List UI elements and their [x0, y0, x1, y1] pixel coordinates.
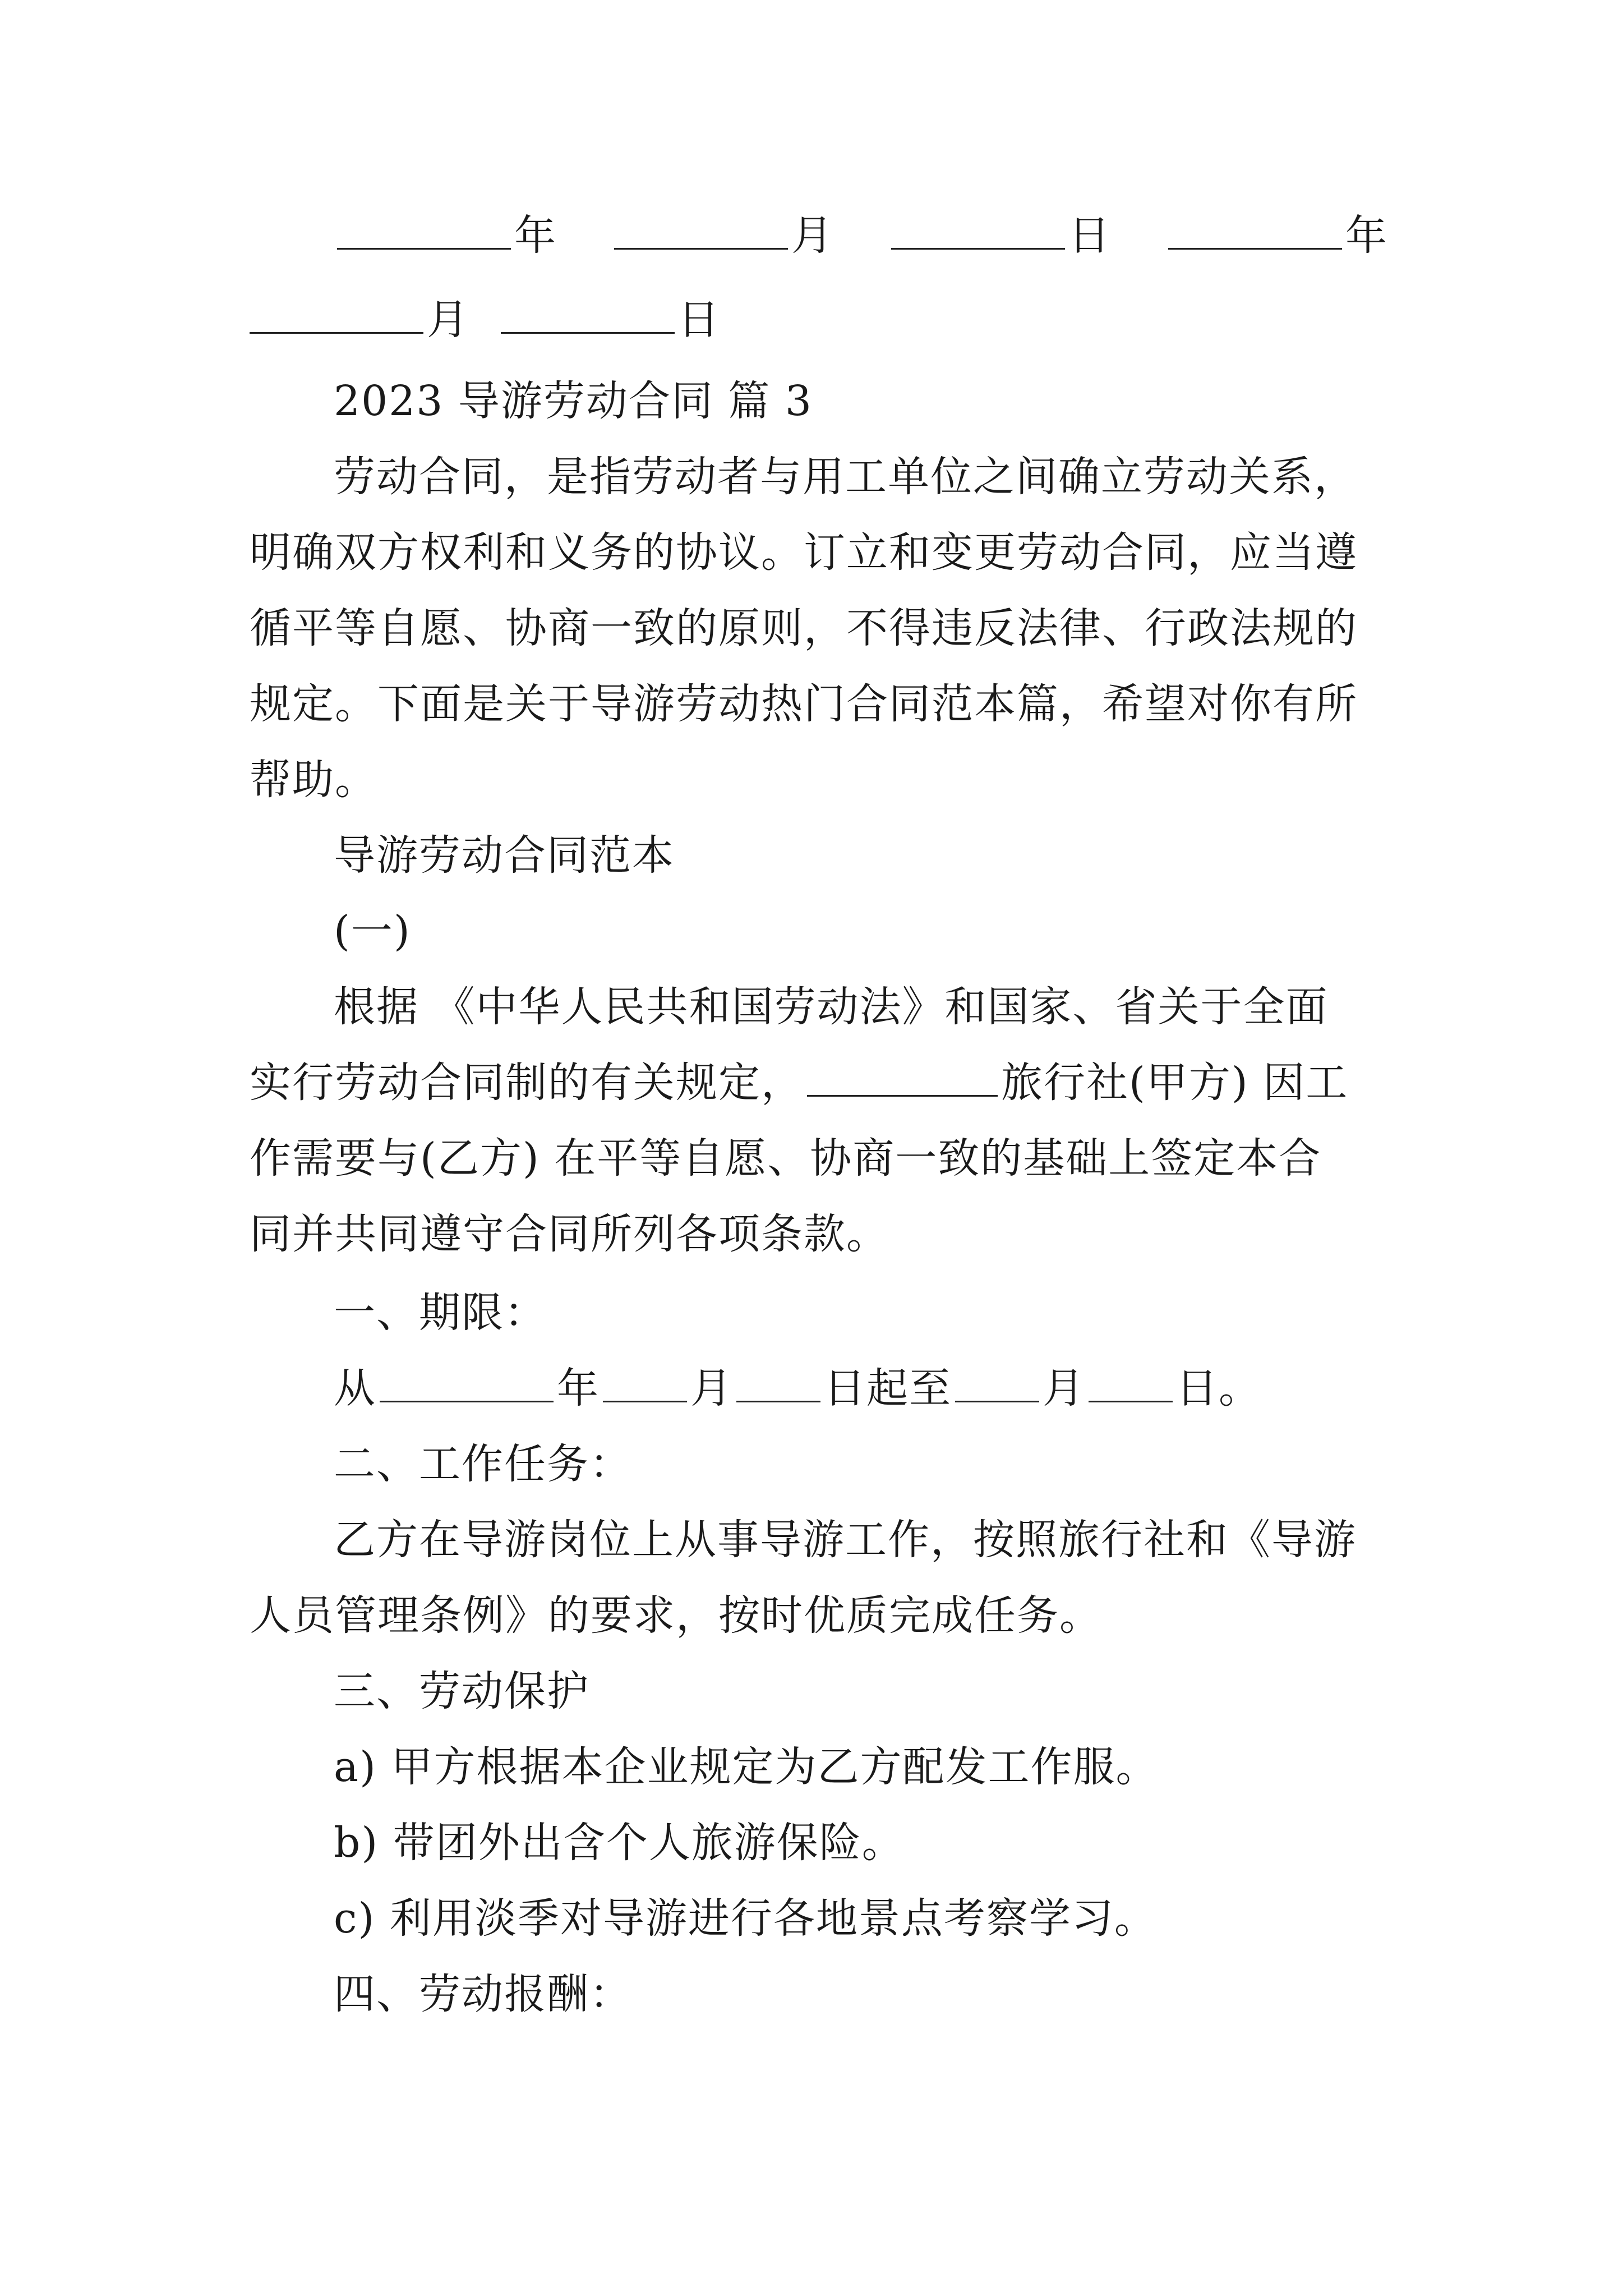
date-day-label: 日: [1068, 211, 1111, 260]
term-from-label: 从: [334, 1364, 376, 1412]
sec2-title: 二、工作任务：: [334, 1440, 632, 1488]
blank-day-2: [501, 293, 675, 334]
blank-term-year: [380, 1361, 554, 1402]
preamble-line-1: 根据 《中华人民共和国劳动法》和国家、省关于全面: [334, 983, 1329, 1031]
term-day-end-label: 日。: [1176, 1364, 1261, 1412]
part-label: (一): [334, 907, 411, 955]
preamble-line-2-start: 实行劳动合同制的有关规定，: [250, 1059, 804, 1107]
blank-term-day-2: [1089, 1361, 1173, 1402]
section-heading: 2023 导游劳动合同 篇 3: [334, 377, 813, 425]
date-line-1: [250, 208, 1388, 264]
sec2-line-2: 人员管理条例》的要求，按时优质完成任务。: [250, 1591, 1102, 1640]
blank-term-month-2: [955, 1361, 1039, 1402]
blank-year-2: [1168, 209, 1342, 250]
date-year-label: 年: [514, 211, 557, 260]
sample-title: 导游劳动合同范本: [334, 831, 675, 880]
sec3-title: 三、劳动保护: [334, 1667, 589, 1715]
blank-agency-name: [807, 1056, 998, 1097]
blank-year-1: [337, 209, 511, 250]
blank-day-1: [891, 209, 1065, 250]
intro-line-1: 劳动合同，是指劳动者与用工单位之间确立劳动关系，: [334, 453, 1357, 501]
preamble-line-3: 作需要与(乙方) 在平等自愿、协商一致的基础上签定本合: [250, 1134, 1322, 1182]
sec3-item-c: c) 利用淡季对导游进行各地景点考察学习。: [334, 1894, 1157, 1943]
sec3-item-a: a) 甲方根据本企业规定为乙方配发工作服。: [334, 1743, 1159, 1791]
preamble-line-4: 同并共同遵守合同所列各项条款。: [250, 1210, 889, 1258]
date-day-label-2: 日: [677, 296, 721, 344]
preamble-line-2: [250, 1055, 1388, 1111]
intro-line-5: 帮助。: [250, 756, 377, 804]
term-month-label-2: 月: [1043, 1364, 1085, 1412]
date-month-label: 月: [791, 211, 834, 260]
preamble-line-2-end: 旅行社(甲方) 因工: [1001, 1059, 1349, 1107]
intro-line-4: 规定。下面是关于导游劳动热门合同范本篇，希望对你有所: [250, 680, 1358, 728]
blank-month-1: [614, 209, 788, 250]
sec1-title: 一、期限：: [334, 1289, 547, 1337]
sec3-item-b: b) 带团外出含个人旅游保险。: [334, 1819, 905, 1867]
intro-line-3: 循平等自愿、协商一致的原则，不得违反法律、行政法规的: [250, 604, 1358, 652]
date-line-2: [250, 292, 1388, 348]
sec1-term-line: [250, 1360, 1388, 1416]
term-month-label: 月: [690, 1364, 733, 1412]
blank-term-month: [603, 1361, 687, 1402]
date-month-label-2: 月: [427, 296, 469, 344]
term-day-to-label: 日起至: [824, 1364, 952, 1412]
date-year-label-2: 年: [1345, 211, 1388, 260]
term-year-label: 年: [557, 1364, 600, 1412]
sec2-line-1: 乙方在导游岗位上从事导游工作，按照旅行社和《导游: [334, 1516, 1357, 1564]
intro-line-2: 明确双方权利和义务的协议。订立和变更劳动合同，应当遵: [250, 528, 1358, 577]
blank-term-day: [736, 1361, 820, 1402]
blank-month-2: [250, 293, 423, 334]
sec4-title: 四、劳动报酬：: [334, 1970, 632, 2018]
